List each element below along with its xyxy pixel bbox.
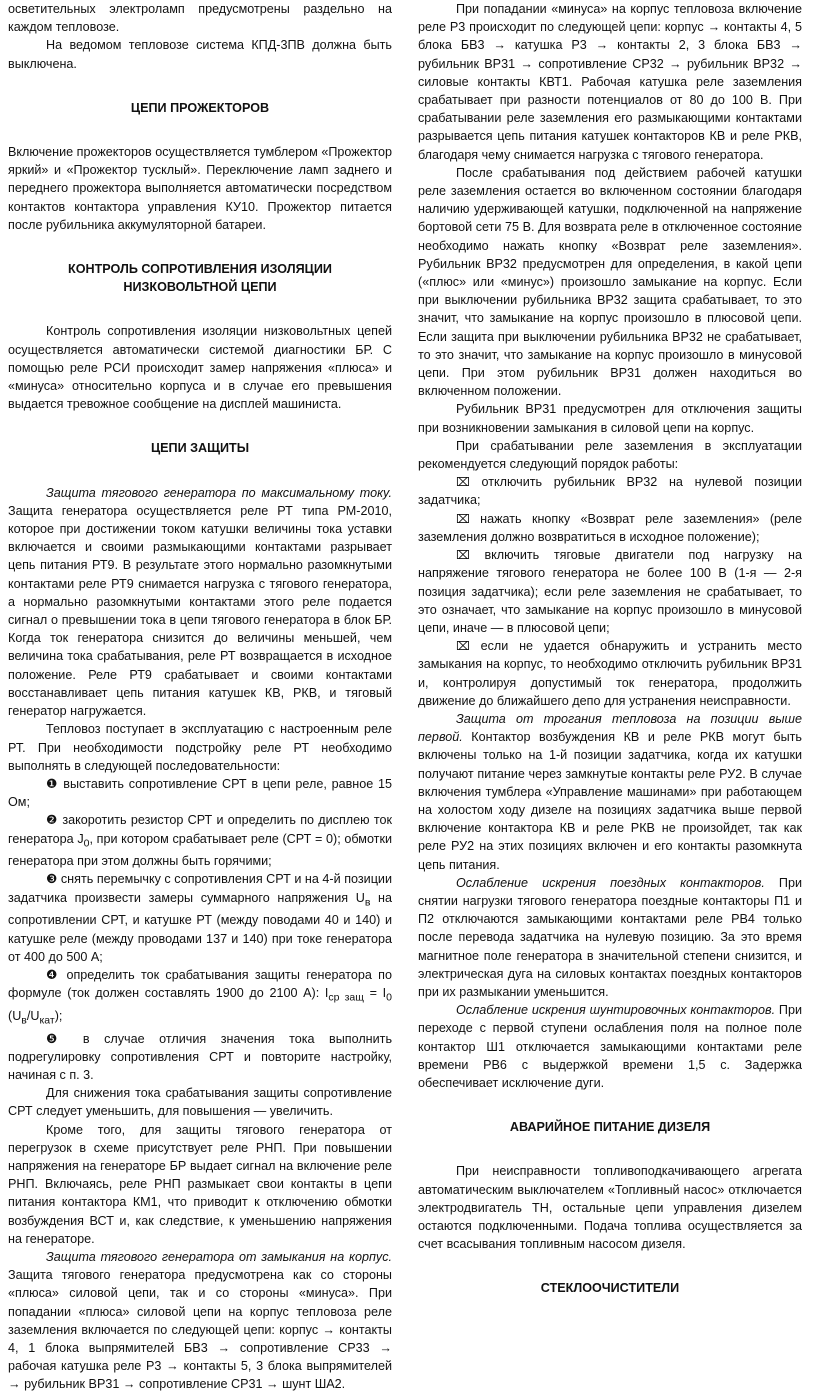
train-contactors-text: При снятии нагрузки тягового генератора поездные контакторы П1 и П2 отключаются замыкающими контактами реле РВ4 только после перевода задатчика на нулевую позицию. За это время магнитное поле генератора в значительной степени снизится, и электрическая дуга на силовых контактах поездных контакторов при их размыкании уменьшится. — [418, 875, 803, 999]
startup-protection-text: Контактор возбуждения КВ и реле РКВ могут быть включены только на 1-й позиции задатчика, когда их катушки получают питание через замкнутые контакты реле РУ2. В случае включения тумблера «Управление машинами» при работающем на холостом ходу дизеле на позициях задатчика выше первой включение контактора КВ и реле РКВ не произойдет, так как реле РУ2 на этих позициях включен и его контакты разомкнута цепь питания. — [418, 730, 802, 872]
paragraph-train-contactors — [418, 874, 802, 1001]
step-4-text-b: = I — [363, 986, 387, 1001]
subheading-train-contactors: Ослабление искрения поездных контакторов. — [456, 875, 765, 890]
step-1-text: выставить сопротивление СРТ в цепи реле, равное 15 Ом; — [8, 776, 392, 810]
step-3-number: ❸ — [46, 871, 58, 887]
paragraph-vr31: Рубильник ВР31 предусмотрен для отключения защиты при возникновении замыкания в силовой цепи на корпус. — [418, 402, 802, 435]
step-3 — [8, 870, 392, 966]
subheading-startup-protection: Защита от трогания тепловоза на позиции выше первой. — [418, 711, 802, 745]
heading-insulation-control-2: НИЗКОВОЛЬТНОЙ ЦЕПИ — [123, 280, 277, 295]
step-4-number: ❹ — [46, 966, 61, 982]
paragraph-ground-fault — [8, 1248, 392, 1394]
step-5-text: в случае отличия значения тока выполнить подрегулировку сопротивления СРТ и повторите настройку, начиная с п. 3. — [8, 1031, 393, 1083]
step-4-text-a: определить ток срабатывания защиты генератора по формуле (ток должен составлять 1900 до 2100 А): I — [8, 967, 392, 1001]
heading-searchlight-circuits: ЦЕПИ ПРОЖЕКТОРОВ — [130, 100, 270, 115]
heading-protection-circuits: ЦЕПИ ЗАЩИТЫ — [150, 441, 250, 456]
bullet-2 — [418, 510, 802, 546]
step-4-sub-2: 0 — [386, 991, 392, 1004]
step-2 — [8, 811, 392, 870]
bullet-3-text: включить тяговые двигатели под нагрузку на напряжение тягового генератора не более 100 В (1-я — 2-я позиция задатчика); если реле заземления не срабатывает, то это означает, что замыкание на корпус произошло в минусовой цепи, иначе — в плюсовой цепи; — [418, 548, 802, 635]
step-5-number: ❺ — [46, 1030, 69, 1046]
step-4-text-d: /U — [26, 1008, 40, 1023]
paragraph-minus-fault: При попадании «минуса» на корпус тепловоза включение реле Р3 происходит по следующей цепи: корпус → контакты 4, 5 блока БВ3 → катушка Р3 → контакты 2, 3 блока БВ3 → рубильник ВР31 → сопротивление СР32 → рубильник ВР32 → силовые контакты КВТ1. Рабочая катушка реле заземления срабатывает при разности потенциалов от 80 до 100 В. При срабатывании реле заземления его размыкающими контактами разрывается цепь питания катушек контакторов КВ и реле РКВ, благодаря чему снимается нагрузка с тягового генератора. — [418, 2, 802, 162]
continued-paragraph: осветительных электроламп предусмотрены раздельно на каждом тепловозе. — [8, 2, 392, 35]
step-4 — [8, 966, 392, 1030]
subheading-shunt-contactors: Ослабление искрения шунтировочных контакторов. — [456, 1003, 776, 1018]
ground-fault-text: Защита тягового генератора предусмотрена как со стороны «плюса» силовой цепи, так и со стороны «минуса». При попадании «плюса» силовой цепи на корпус тепловоза реле заземления включается по следующей цепи: корпус → контакты 4, 1 блока выпрямителей БВ3 → сопротивление СР33 → рабочая катушка реле Р3 → контакты 5, 3 блока выпрямителей → рубильник ВР31 → сопротивление СР31 → шунт ША2. — [8, 1268, 392, 1392]
heading-wipers: СТЕКЛООЧИСТИТЕЛИ — [540, 1281, 680, 1296]
bullet-3 — [418, 546, 802, 637]
step-4-text-c: (U — [8, 1008, 22, 1023]
bullet-4 — [418, 637, 802, 710]
paragraph-current-reduction: Для снижения тока срабатывания защиты сопротивление СРТ следует уменьшить, для повышения — увеличить. — [8, 1086, 392, 1119]
heading-emergency-fuel: АВАРИЙНОЕ ПИТАНИЕ ДИЗЕЛЯ — [509, 1120, 711, 1135]
step-4-sub-3: в — [21, 1014, 27, 1027]
step-3-sub: в — [364, 896, 371, 909]
paragraph-startup-protection — [418, 710, 802, 874]
step-2-sub: 0 — [83, 837, 90, 850]
step-4-sub-4: кат — [39, 1014, 55, 1027]
step-1-number: ❶ — [46, 775, 59, 791]
step-4-sub-1: ср защ — [328, 991, 364, 1004]
paragraph-shunt-contactors — [418, 1001, 802, 1092]
shunt-contactors-text: При переходе с первой ступени ослабления поля на полное поле контактор Ш1 отключается замыкающими контактами реле времени РВ6 с выдержкой времени 1,5 с. Задержка обеспечивает исключение дуги. — [418, 1003, 802, 1090]
step-1 — [8, 775, 392, 811]
paragraph-insulation-control: Контроль сопротивления изоляции низковольтных цепей осуществляется автоматически системой диагностики БР. С помощью реле РСИ происходит замер напряжения «плюса» и «минуса» относительно корпуса и в случае его превышения выдается тревожное сообщение на дисплей машиниста. — [8, 324, 392, 412]
checkbox-icon: ⌧ — [456, 475, 470, 490]
left-column — [8, 0, 392, 1394]
right-column — [418, 0, 802, 1298]
paragraph-relay-setup: Тепловоз поступает в эксплуатацию с настроенным реле РТ. При необходимости подстройку реле РТ необходимо выполнять в следующей последовательности: — [8, 722, 392, 773]
step-2-number: ❷ — [46, 812, 59, 828]
step-2-text-b: , при котором срабатывает реле (СРТ = 0); обмотки генератора при этом должны быть горячими; — [8, 831, 392, 869]
subheading-overcurrent: Защита тягового генератора по максимальному току. — [46, 485, 392, 500]
heading-insulation-control-1: КОНТРОЛЬ СОПРОТИВЛЕНИЯ ИЗОЛЯЦИИ — [68, 262, 332, 277]
paragraph-overcurrent-protection — [8, 484, 392, 721]
paragraph-procedure: При срабатывании реле заземления в эксплуатации рекомендуется следующий порядок работы: — [418, 438, 802, 472]
checkbox-icon: ⌧ — [456, 548, 470, 563]
step-5 — [8, 1030, 392, 1085]
subheading-ground-fault: Защита тягового генератора от замыкания на корпус. — [46, 1250, 392, 1265]
bullet-2-text: нажать кнопку «Возврат реле заземления» (реле заземления должно возвратиться в исходное положение); — [418, 511, 802, 544]
step-2-text-a: закоротить резистор СРТ и определить по дисплею ток генератора J — [8, 813, 392, 846]
paragraph-after-trip: После срабатывания под действием рабочей катушки реле заземления остается во включенном состоянии благодаря наличию удерживающей катушки, подключенной на напряжение бортовой сети 75 В. Для возврата реле в отключенное состояние необходимо нажать кнопку «Возврат реле заземления». Рубильник ВР32 предусмотрен для определения, в какой цепи («плюс» или «минус») произошло замыкание на корпус. Если при выключении рубильника ВР32 защита срабатывает, то это значит, что замыкание на корпус произошло в плюсовой цепи. Если защита при выключении рубильника ВР32 не срабатывает, то это значит, что замыкание на корпус произошло в минусовой цепи. При этом рубильник ВР31 должен находиться во включенном положении. — [418, 165, 802, 399]
checkbox-icon: ⌧ — [456, 511, 470, 526]
paragraph-searchlights: Включение прожекторов осуществляется тумблером «Прожектор яркий» и «Прожектор тусклый». Переключение ламп заднего и переднего прожектора выполняется автоматически посредством контактов контактора управления КУ10. Прожектор питается после рубильника аккумуляторной батареи. — [8, 145, 392, 232]
overcurrent-text: Защита генератора осуществляется реле РТ типа РМ-2010, которое при достижении током катушки величины тока уставки включается и своими размыкающими контактами разрывает цепь питания РТ9. В результате этого нормально разомкнутыми контактами реле РТ9 снимается нагрузка с тягового генератора, а нормально разомкнутыми контактами этого реле подается сигнал о превышении тока в цепи тягового генератора в блок БР. Когда ток генератора снизится до величины меньшей, чем величина тока срабатывания, реле РТ возвращается в исходное положение. Реле РТ9 срабатывает и своими контактами восстанавливает цепь питания катушек КВ, РКВ, и тяговый генератор нагружается. — [8, 503, 392, 719]
bullet-1-text: отключить рубильник ВР32 на нулевой позиции задатчика; — [418, 475, 802, 508]
paragraph-emergency-fuel: При неисправности топливоподкачивающего агрегата автоматическим выключателем «Топливный насос» отключается электродвигатель ТН, остальные цепи управления дизелем остаются подключенными. Подача топлива осуществляется за счет всасывания топливным насосом дизеля. — [418, 1164, 802, 1252]
step-4-text-e: ); — [54, 1008, 63, 1023]
paragraph-rnp-relay: Кроме того, для защиты тягового генератора от перегрузок в схеме присутствует реле РНП. При повышении напряжения на генераторе БР выдает сигнал на включение реле РНП. Включаясь, реле РНП размыкает свои контакты в цепи питания контактора КМ1, что приводит к отключению обмотки возбуждения ВСТ и, как следствие, к уменьшению напряжения на генераторе. — [8, 1122, 392, 1246]
step-3-text-b: на сопротивлении СРТ, и катушке РТ (между поводами 40 и 140) и катушке реле (между проводами 137 и 140) при токе генератора от 400 до 500 А; — [8, 890, 392, 964]
checkbox-icon: ⌧ — [456, 639, 470, 654]
paragraph-kpd: На ведомом тепловозе система КПД-3ПВ должна быть выключена. — [8, 38, 392, 71]
step-3-text-a: снять перемычку с сопротивления СРТ и на 4-й позиции задатчика произвести замеры суммарного напряжения U — [8, 872, 392, 905]
bullet-4-text: если не удается обнаружить и устранить место замыкания на корпус, то необходимо отключить рубильник ВР31 и, контролируя допустимый ток генератора, продолжить движение до ближайшего депо для устранения неисправности. — [418, 639, 802, 708]
bullet-1 — [418, 473, 802, 509]
